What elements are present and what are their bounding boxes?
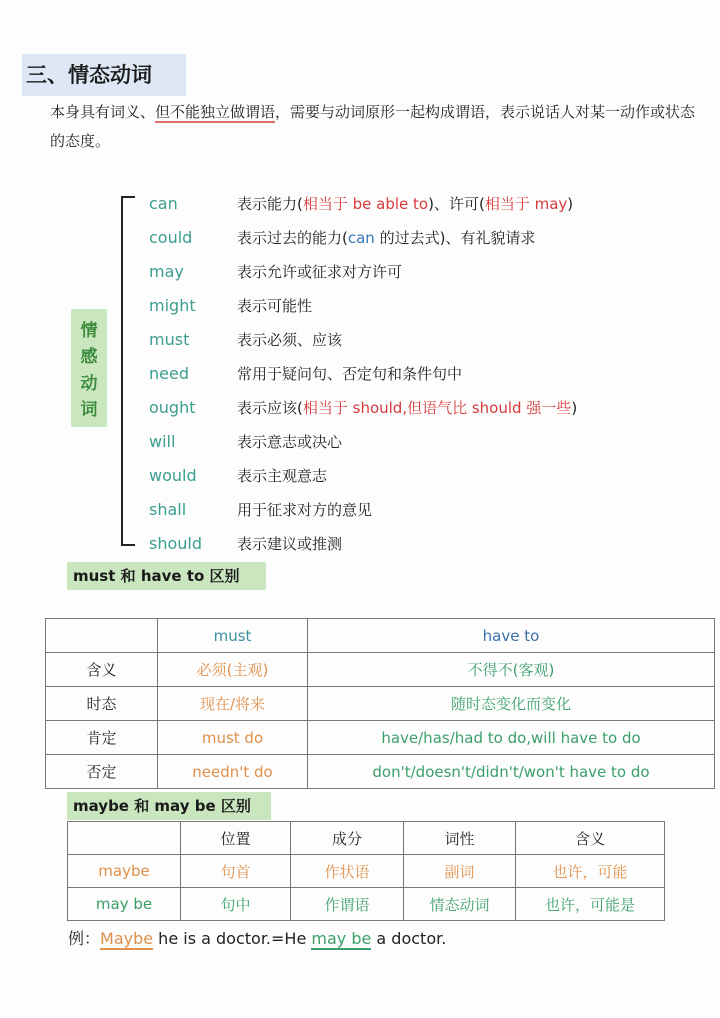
table-row — [68, 888, 665, 921]
verb-row-might — [149, 288, 709, 322]
table-cell: needn't do — [158, 755, 308, 789]
table-cell: have/has/had to do,will have to do — [308, 721, 715, 755]
table-row — [68, 855, 665, 888]
verb-desc: 常用于疑问句、否定句和条件句中 — [237, 364, 463, 383]
verb-desc: 表示可能性 — [237, 296, 313, 315]
intro-text-1: 本身具有词义、 — [50, 103, 156, 121]
table-cell — [46, 619, 158, 653]
intro-text-2: ，需要与动词原形一起构成谓语，表示说话人对某一动作或状态的态度。 — [50, 103, 696, 150]
table-header-row — [46, 619, 715, 653]
row-label: maybe — [68, 855, 181, 888]
verb-word: must — [149, 329, 190, 349]
verb-desc: 表示允许或征求对方许可 — [237, 262, 403, 281]
verb-desc: 表示必须、应该 — [237, 330, 343, 349]
example-word-may-be: may be — [311, 929, 372, 948]
verb-word: should — [149, 533, 203, 553]
verb-row-must — [149, 322, 709, 356]
table-cell: 句中 — [181, 888, 291, 921]
table-row — [46, 653, 715, 687]
verb-desc: 表示意志或决心 — [237, 432, 343, 451]
verb-word: can — [149, 193, 178, 213]
table-cell: must do — [158, 721, 308, 755]
row-label: 含义 — [46, 653, 158, 687]
intro-emphasis: 但不能独立做谓语 — [155, 103, 276, 121]
verb-desc: 用于征求对方的意见 — [237, 500, 373, 519]
verb-word: might — [149, 295, 196, 315]
verb-word: could — [149, 227, 193, 247]
table-header-cell: must — [158, 619, 308, 653]
table-cell — [68, 822, 181, 855]
verb-desc: 表示应该(相当于 should,但语气比 should 强一些) — [237, 398, 578, 417]
table-header-cell: have to — [308, 619, 715, 653]
verb-word: may — [149, 261, 184, 281]
table-cell: 必须(主观) — [158, 653, 308, 687]
example-word-maybe: Maybe — [100, 929, 154, 948]
verb-row-can — [149, 186, 709, 220]
table-header-row — [68, 822, 665, 855]
side-label-char: 词 — [80, 400, 98, 421]
table-cell: 现在/将来 — [158, 687, 308, 721]
table-cell: 副词 — [404, 855, 516, 888]
verb-row-would — [149, 458, 709, 492]
verb-word: would — [149, 465, 197, 485]
verb-word: shall — [149, 499, 187, 519]
table-cell: 也许，可能 — [516, 855, 665, 888]
table-header-cell: 含义 — [516, 822, 665, 855]
table-cell: 作谓语 — [291, 888, 404, 921]
table-cell: 句首 — [181, 855, 291, 888]
row-label: 时态 — [46, 687, 158, 721]
verb-row-may — [149, 254, 709, 288]
verb-row-should — [149, 526, 709, 560]
section-title: 三、情态动词 — [22, 54, 186, 96]
verb-row-could — [149, 220, 709, 254]
row-label: may be — [68, 888, 181, 921]
maybe-table — [67, 821, 665, 921]
modal-verbs-label — [71, 309, 107, 427]
table-row — [46, 687, 715, 721]
table-cell: 作状语 — [291, 855, 404, 888]
example-prefix: 例： — [68, 929, 101, 948]
intro-paragraph — [50, 98, 700, 156]
table-cell: 也许，可能是 — [516, 888, 665, 921]
table-header-cell: 位置 — [181, 822, 291, 855]
verb-list-bracket — [121, 196, 135, 546]
verb-row-need — [149, 356, 709, 390]
verb-row-shall — [149, 492, 709, 526]
verb-desc: 表示能力(相当于 be able to)、许可(相当于 may) — [237, 194, 574, 213]
verb-row-will — [149, 424, 709, 458]
table-header-cell: 词性 — [404, 822, 516, 855]
table-header-cell: 成分 — [291, 822, 404, 855]
verb-word: ought — [149, 397, 196, 417]
must-have-to-table — [45, 618, 715, 789]
table-cell: 随时态变化而变化 — [308, 687, 715, 721]
verb-desc: 表示主观意志 — [237, 466, 328, 485]
side-label-char: 感 — [80, 347, 98, 368]
example-text-end: a doctor. — [371, 929, 447, 948]
example-sentence — [68, 926, 446, 949]
side-label-char: 动 — [80, 373, 98, 394]
verb-desc: 表示过去的能力(can 的过去式)、有礼貌请求 — [237, 228, 536, 247]
table-cell: 情态动词 — [404, 888, 516, 921]
verb-row-ought — [149, 390, 709, 424]
example-text: he is a doctor.=He — [153, 929, 312, 948]
verb-desc: 表示建议或推测 — [237, 534, 343, 553]
table-cell: 不得不(客观) — [308, 653, 715, 687]
table-row — [46, 721, 715, 755]
maybe-heading: maybe 和 may be 区别 — [67, 792, 271, 820]
row-label: 肯定 — [46, 721, 158, 755]
must-have-to-heading: must 和 have to 区别 — [67, 562, 266, 590]
table-row — [46, 755, 715, 789]
row-label: 否定 — [46, 755, 158, 789]
side-label-char: 情 — [80, 320, 98, 341]
verb-word: will — [149, 431, 176, 451]
table-cell: don't/doesn't/didn't/won't have to do — [308, 755, 715, 789]
verb-word: need — [149, 363, 189, 383]
